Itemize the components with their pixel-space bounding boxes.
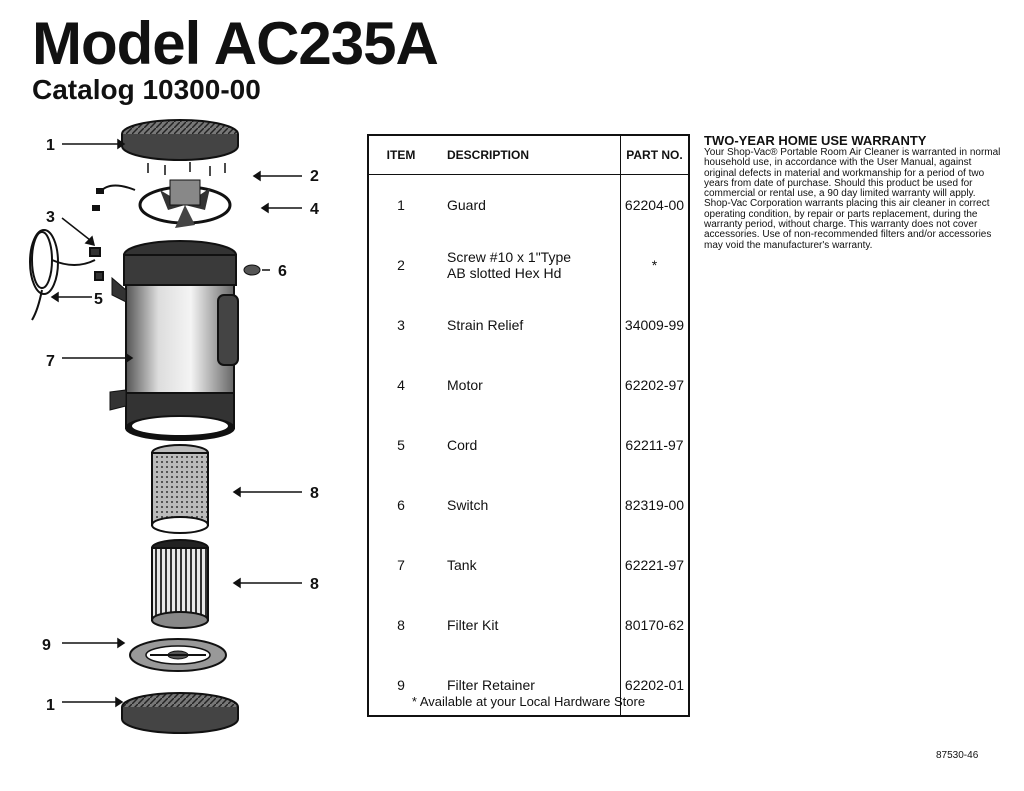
row-description: Cord xyxy=(447,437,478,453)
callout-9: 9 xyxy=(42,637,51,654)
table-row xyxy=(368,415,689,475)
callout-8-pleated: 8 xyxy=(310,576,319,593)
callout-5: 5 xyxy=(94,291,103,308)
table-row xyxy=(368,475,689,535)
row-item: 7 xyxy=(397,557,405,573)
exploded-diagram xyxy=(0,110,360,750)
row-item: 9 xyxy=(397,677,405,693)
row-part-no: 62221-97 xyxy=(624,557,685,573)
warranty-title: TWO-YEAR HOME USE WARRANTY xyxy=(704,133,927,148)
row-description: Filter Kit xyxy=(447,617,499,633)
row-item: 1 xyxy=(397,197,405,213)
callout-7: 7 xyxy=(46,353,55,370)
row-part-no: 62202-01 xyxy=(624,677,685,693)
row-description: Filter Retainer xyxy=(447,677,535,693)
table-row xyxy=(368,355,689,415)
foam-filter-part xyxy=(152,445,208,533)
guard-bottom-part xyxy=(122,693,238,733)
availability-footnote: * Available at your Local Hardware Store xyxy=(411,694,646,709)
header-part-no: PART NO. xyxy=(621,135,690,175)
screws-part xyxy=(148,162,225,176)
filter-retainer-part xyxy=(130,639,226,671)
header-description: DESCRIPTION xyxy=(433,135,621,175)
row-description: Strain Relief xyxy=(447,317,524,333)
callout-1-bottom: 1 xyxy=(46,697,55,714)
row-part-no: 62202-97 xyxy=(624,377,685,393)
row-item: 8 xyxy=(397,617,405,633)
row-item: 5 xyxy=(397,437,405,453)
row-item: 6 xyxy=(397,497,405,513)
row-part-no: 80170-62 xyxy=(624,617,685,633)
row-description: Tank xyxy=(447,557,477,573)
callout-4: 4 xyxy=(310,201,319,218)
header-item: ITEM xyxy=(368,135,433,175)
switch-part xyxy=(244,265,260,275)
row-part-no: 82319-00 xyxy=(624,497,685,513)
table-row xyxy=(368,235,689,295)
row-part-no: 62211-97 xyxy=(625,437,684,453)
callout-6: 6 xyxy=(278,263,287,280)
row-description: Guard xyxy=(447,197,486,213)
row-description: Switch xyxy=(447,497,489,513)
callout-8-foam: 8 xyxy=(310,485,319,502)
callout-1-top: 1 xyxy=(46,137,55,154)
table-row xyxy=(368,595,689,655)
callout-2: 2 xyxy=(310,168,319,185)
row-part-no: 62204-00 xyxy=(624,197,685,213)
pleated-filter-part xyxy=(152,540,208,628)
guard-top-part xyxy=(122,120,238,160)
row-description: Screw #10 x 1"Type AB slotted Hex Hd xyxy=(447,249,572,281)
row-part-no: * xyxy=(651,257,658,273)
callout-3: 3 xyxy=(46,209,55,226)
tank-part xyxy=(110,241,238,440)
table-row xyxy=(368,535,689,595)
warranty-block xyxy=(704,134,1004,251)
page-title: Model AC235A xyxy=(32,10,438,77)
motor-part xyxy=(92,180,230,228)
row-description: Motor xyxy=(447,377,483,393)
row-part-no: 34009-99 xyxy=(624,317,685,333)
catalog-number: Catalog 10300-00 xyxy=(32,74,261,105)
parts-table xyxy=(367,134,690,717)
table-row xyxy=(368,295,689,355)
document-number: 87530-46 xyxy=(936,750,979,761)
warranty-body: Your Shop-Vac® Portable Room Air Cleaner is warranted in normal household use, in accordance with the User Manual, against original defects in material and workmanship for a period of two years from date of purchase. Should this product be used for commercial or rental use, a 90 day limited warranty will apply. Shop-Vac Corporation warrants placing this air cleaner in correct operating condition, by repair or parts replacement, during the warranty period, without charge. This warranty does not cover accessories. Use of non-recommended filters and/or accessories may void the manufacturer's warranty. xyxy=(704,147,1001,251)
table-row xyxy=(368,175,689,236)
row-item: 4 xyxy=(397,377,405,393)
row-item: 3 xyxy=(397,317,405,333)
row-item: 2 xyxy=(397,257,405,273)
table-header-row xyxy=(368,135,689,175)
